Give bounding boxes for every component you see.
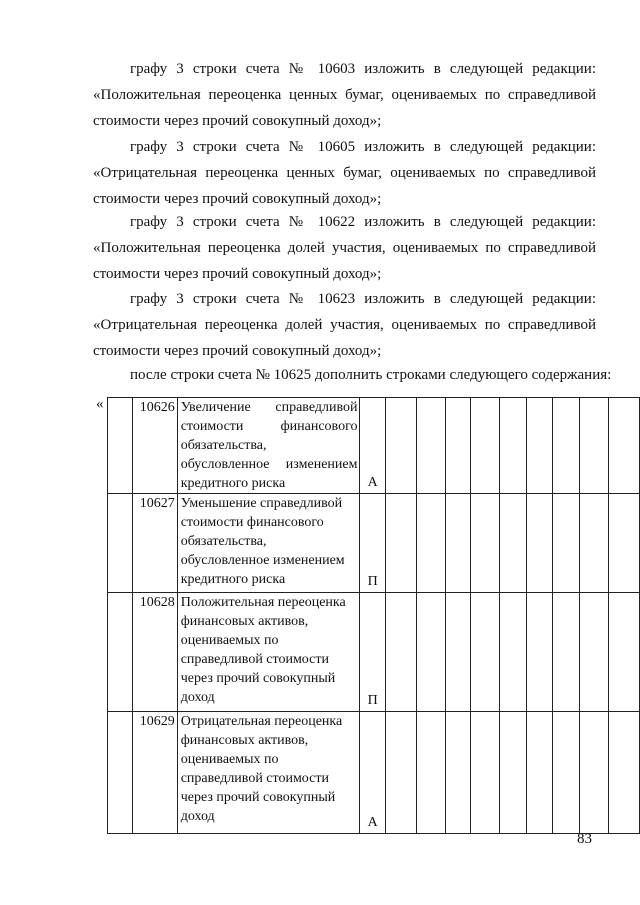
blank-cell bbox=[416, 494, 445, 593]
blank-cell bbox=[500, 494, 527, 593]
blank-cell bbox=[609, 494, 640, 593]
blank-cell bbox=[609, 398, 640, 494]
blank-cell bbox=[552, 398, 579, 494]
opening-quote-mark: « bbox=[96, 396, 104, 412]
blank-cell bbox=[527, 494, 552, 593]
table-row bbox=[108, 494, 640, 593]
account-type: А bbox=[360, 712, 385, 834]
paragraph-line: стоимости через прочий совокупный доход»; bbox=[93, 113, 382, 129]
blank-cell bbox=[385, 494, 416, 593]
account-number: 10629 bbox=[132, 712, 177, 834]
blank-cell bbox=[527, 593, 552, 712]
blank-cell bbox=[108, 494, 133, 593]
paragraph-account-10622 bbox=[93, 209, 596, 287]
account-name-line: кредитного риска bbox=[180, 476, 286, 491]
blank-cell bbox=[580, 712, 609, 834]
blank-cell bbox=[527, 398, 552, 494]
paragraph-line: графу 3 строки счета № 10605 изложить в следующей редакции: bbox=[130, 139, 596, 155]
account-name-line: стоимости финансового bbox=[180, 515, 324, 530]
account-name-line: справедливой стоимости bbox=[180, 771, 329, 786]
account-name bbox=[177, 712, 360, 834]
blank-cell bbox=[416, 712, 445, 834]
paragraph-line: стоимости через прочий совокупный доход»; bbox=[93, 343, 382, 359]
blank-cell bbox=[580, 593, 609, 712]
account-name-line: обусловленное изменением bbox=[180, 457, 358, 472]
account-name-line: справедливой стоимости bbox=[180, 652, 329, 667]
paragraph-line: графу 3 строки счета № 10623 изложить в следующей редакции: bbox=[130, 291, 596, 307]
blank-cell bbox=[385, 593, 416, 712]
blank-cell bbox=[108, 398, 133, 494]
blank-cell bbox=[471, 593, 500, 712]
account-name-line: стоимости финансового bbox=[180, 419, 358, 434]
account-name-line: оцениваемых по bbox=[180, 633, 279, 648]
blank-cell bbox=[552, 712, 579, 834]
account-type: П bbox=[360, 593, 385, 712]
blank-cell bbox=[609, 593, 640, 712]
blank-cell bbox=[580, 494, 609, 593]
blank-cell bbox=[580, 398, 609, 494]
blank-cell bbox=[445, 712, 470, 834]
paragraph-line: «Положительная переоценка долей участия, оцениваемых по справедливой bbox=[93, 240, 596, 256]
blank-cell bbox=[500, 593, 527, 712]
account-name-line: финансовых активов, bbox=[180, 614, 309, 629]
page-number: 83 bbox=[577, 831, 592, 847]
blank-cell bbox=[416, 398, 445, 494]
blank-cell bbox=[108, 712, 133, 834]
paragraph-line: стоимости через прочий совокупный доход»; bbox=[93, 191, 382, 207]
blank-cell bbox=[445, 494, 470, 593]
blank-cell bbox=[552, 494, 579, 593]
blank-cell bbox=[609, 712, 640, 834]
account-name-line: Уменьшение справедливой bbox=[180, 496, 343, 511]
blank-cell bbox=[500, 712, 527, 834]
account-number: 10628 bbox=[132, 593, 177, 712]
blank-cell bbox=[108, 593, 133, 712]
blank-cell bbox=[445, 398, 470, 494]
blank-cell bbox=[471, 494, 500, 593]
account-type: А bbox=[360, 398, 385, 494]
account-name-line: через прочий совокупный bbox=[180, 671, 336, 686]
account-name bbox=[177, 398, 360, 494]
blank-cell bbox=[445, 593, 470, 712]
paragraph-line: «Отрицательная переоценка ценных бумаг, оцениваемых по справедливой bbox=[93, 165, 596, 181]
account-name-line: оцениваемых по bbox=[180, 752, 279, 767]
account-name-line: обязательства, bbox=[180, 438, 267, 453]
account-name-line: Увеличение справедливой bbox=[180, 400, 358, 415]
account-name-line: кредитного риска bbox=[180, 572, 286, 587]
account-type: П bbox=[360, 494, 385, 593]
table-row bbox=[108, 593, 640, 712]
account-name bbox=[177, 593, 360, 712]
paragraph-line: «Положительная переоценка ценных бумаг, оцениваемых по справедливой bbox=[93, 87, 596, 103]
accounts-table bbox=[107, 397, 640, 834]
account-name-line: обязательства, bbox=[180, 534, 267, 549]
blank-cell bbox=[416, 593, 445, 712]
blank-cell bbox=[471, 712, 500, 834]
table-row bbox=[108, 712, 640, 834]
blank-cell bbox=[385, 398, 416, 494]
table-row bbox=[108, 398, 640, 494]
paragraph-line: стоимости через прочий совокупный доход»; bbox=[93, 266, 382, 282]
blank-cell bbox=[471, 398, 500, 494]
account-name-line: через прочий совокупный bbox=[180, 790, 336, 805]
account-name-line: Положительная переоценка bbox=[180, 595, 346, 610]
account-name-line: доход bbox=[180, 809, 215, 824]
blank-cell bbox=[500, 398, 527, 494]
account-name-line: обусловленное изменением bbox=[180, 553, 345, 568]
intro-text: после строки счета № 10625 дополнить строками следующего содержания: bbox=[130, 367, 612, 383]
blank-cell bbox=[527, 712, 552, 834]
paragraph-line: графу 3 строки счета № 10622 изложить в следующей редакции: bbox=[130, 214, 596, 230]
paragraph-account-10603 bbox=[93, 56, 596, 134]
account-number: 10627 bbox=[132, 494, 177, 593]
paragraph-line: графу 3 строки счета № 10603 изложить в следующей редакции: bbox=[130, 61, 596, 77]
paragraph-line: «Отрицательная переоценка долей участия, оцениваемых по справедливой bbox=[93, 317, 596, 333]
paragraph-account-10623 bbox=[93, 286, 596, 364]
account-name-line: доход bbox=[180, 690, 215, 705]
paragraph-account-10605 bbox=[93, 134, 596, 212]
account-name bbox=[177, 494, 360, 593]
blank-cell bbox=[552, 593, 579, 712]
blank-cell bbox=[385, 712, 416, 834]
account-number: 10626 bbox=[132, 398, 177, 494]
account-name-line: Отрицательная переоценка bbox=[180, 714, 343, 729]
account-name-line: финансовых активов, bbox=[180, 733, 309, 748]
